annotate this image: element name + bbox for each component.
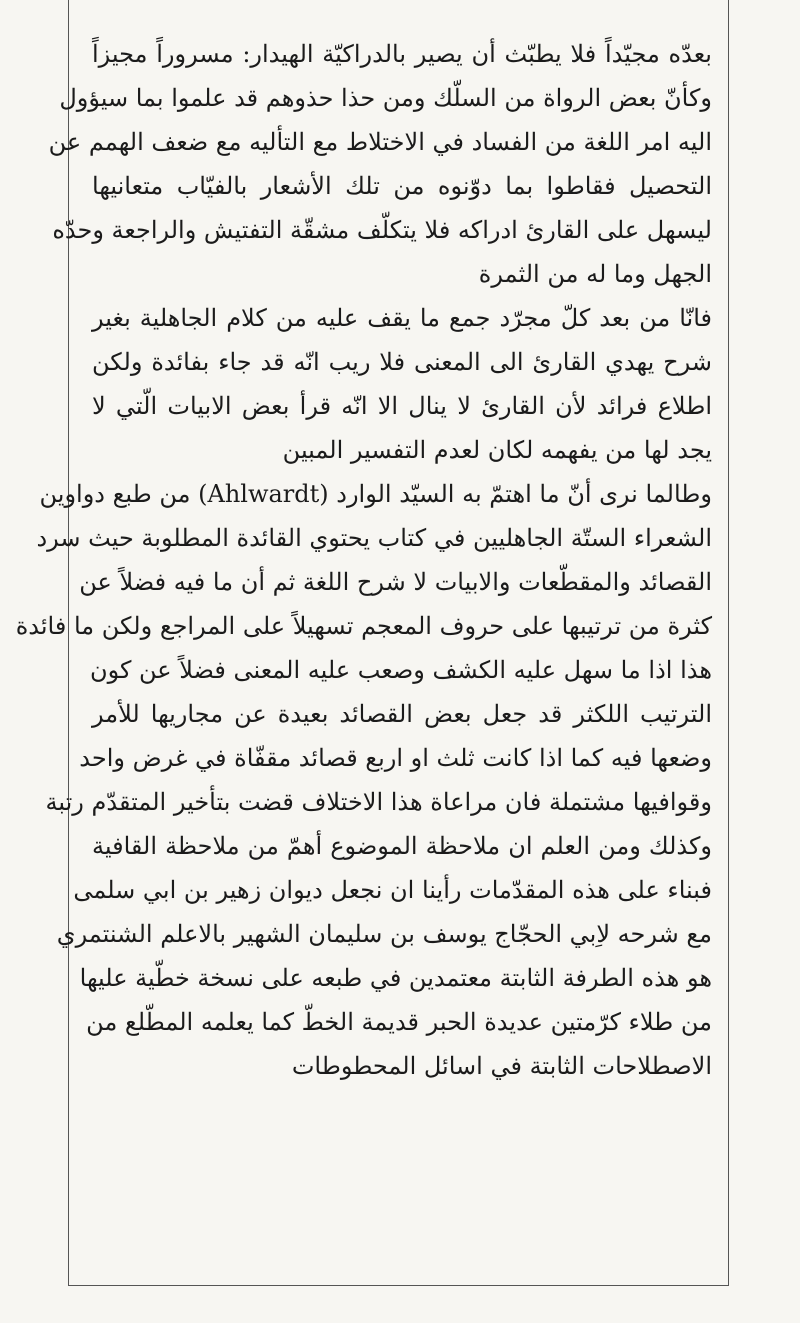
text-line: وضعها فيه كما اذا كانت ثلث او اربع قصائد مقفّاة في غرض واحد xyxy=(79,744,712,772)
text-line: الاصطلاحات الثابتة في اسائل المحطوطات xyxy=(291,1052,712,1080)
text-line: هو هذه الطرفة الثابتة معتمدين في طبعه على نسخة خطّية عليها xyxy=(79,964,712,992)
text-line: هذا اذا ما سهل عليه الكشف وصعب عليه المعنى فضلاً عن كون xyxy=(89,656,712,684)
text-line: وكأنّ بعض الرواة من السلّك ومن حذا حذوهم قد علموا بما سيؤول xyxy=(59,84,712,112)
text-line: الترتيب اللكثر قد جعل بعض القصائد بعيدة عن مجاريها للأمر xyxy=(92,700,712,728)
text-line: مع شرحه لاِبي الحجّاج يوسف بن سليمان الشهير بالاعلم الشنتمري xyxy=(56,920,712,948)
text-line: ليسهل على القارئ ادراكه فلا يتكلّف مشقّة التفتيش والراجعة وحدّه xyxy=(52,216,712,244)
text-line: اليه امر اللغة من الفساد في الاختلاط مع التأليه مع ضعف الهمم عن xyxy=(48,128,712,156)
text-line: شرح يهدي القارئ الى المعنى فلا ريب انّه قد جاء بفائدة ولكن xyxy=(92,348,712,376)
text-line: من طلاء كرّمتين عديدة الحبر قديمة الخطّ كما يعلمه المطّلع من xyxy=(86,1008,712,1036)
text-line: كثرة من ترتيبها على حروف المعجم تسهيلاً على المراجع ولكن ما فائدة xyxy=(15,612,712,640)
text-line: وكذلك ومن العلم ان ملاحظة الموضوع أهمّ من ملاحظة القافية xyxy=(92,832,712,860)
text-line: القصائد والمقطّعات والابيات لا شرح اللغة ثم أن ما فيه فضلاً عن xyxy=(79,568,712,596)
text-line: فبناء على هذه المقدّمات رأينا ان نجعل ديوان زهير بن ابي سلمى xyxy=(73,876,712,904)
text-line: فانّا من بعد كلّ مجرّد جمع ما يقف عليه من كلام الجاهلية بغير xyxy=(92,304,712,332)
text-line: وطالما نرى أنّ ما اهتمّ به السيّد الوارد (Ahlwardt) من طبع دواوين xyxy=(39,480,712,508)
frame-bottom-rule xyxy=(68,1285,729,1286)
frame-right-rule xyxy=(728,0,729,1285)
text-line: الجهل وما له من الثمرة xyxy=(478,260,712,288)
text-line: التحصيل فقاطوا بما دوّنوه من تلك الأشعار بالفيّاب متعانيها xyxy=(92,172,712,200)
text-line: اطلاع فرائد لأن القارئ لا ينال الا انّه قرأ بعض الابيات الّتي لا xyxy=(92,392,712,420)
arabic-text-body xyxy=(15,32,712,1088)
text-line: يجد لها من يفهمه لكان لعدم التفسير المبين xyxy=(282,436,712,464)
text-line: بعدّه مجيّداً فلا يطبّث أن يصير بالدراكيّة الهيدار: مسروراً مجيزاً xyxy=(92,40,712,68)
text-line: الشعراء الستّة الجاهليين في كتاب يحتوي القائدة المطلوبة حيث سرد xyxy=(36,524,712,552)
text-line: وقوافيها مشتملة فان مراعاة هذا الاختلاف قضت بتأخير المتقدّم رتبة xyxy=(45,788,712,816)
